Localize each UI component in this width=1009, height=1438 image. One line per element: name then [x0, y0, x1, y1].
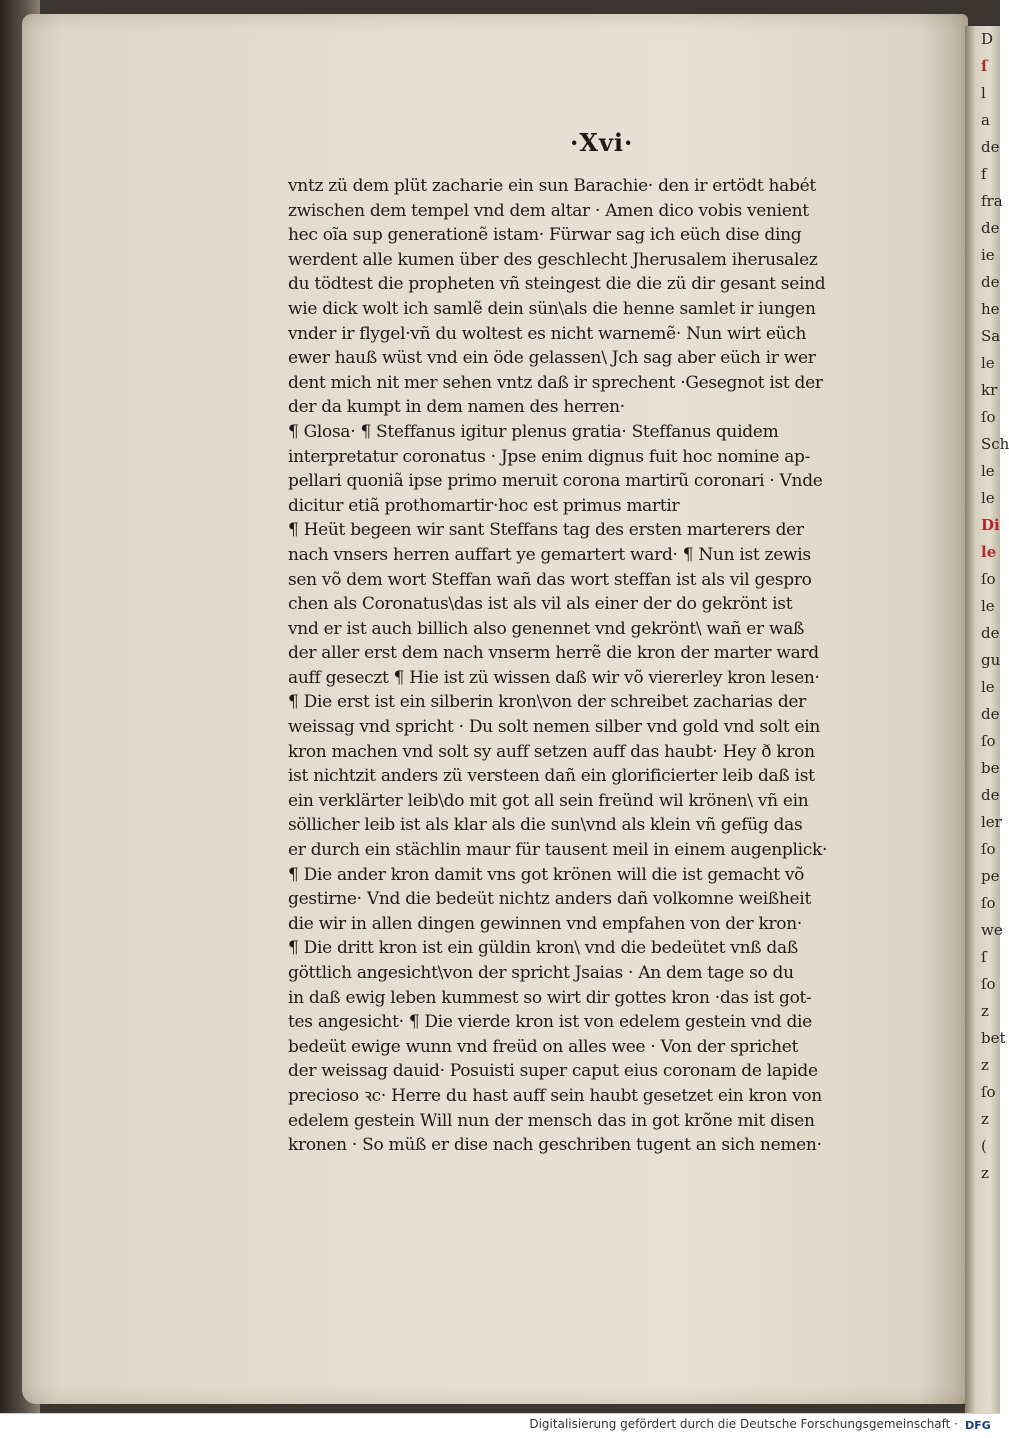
text-block	[288, 174, 848, 1158]
text-line: chen als Coronatus\das ist als vil als einer der do gekrönt ist	[288, 594, 793, 615]
text-line: hec oĩa sup generationẽ istam· Fürwar sag ich eüch dise ding	[288, 225, 802, 246]
funding-notice: Digitalisierung gefördert durch die Deutsche Forschungsgemeinschaft ·	[529, 1417, 958, 1431]
edge-fragment: ſ	[981, 948, 987, 966]
folio-number: ·Xvi·	[570, 128, 634, 157]
edge-fragment: de	[981, 138, 1000, 156]
text-line: auff geseczt ¶ Hie ist zü wissen daß wir võ viererley kron lesen·	[288, 667, 820, 688]
text-line: göttlich angesicht\von der spricht Jsaias · An dem tage so du	[288, 963, 794, 983]
edge-fragment: ſo	[981, 732, 996, 750]
edge-fragment: le	[981, 543, 997, 561]
edge-fragment: de	[981, 624, 1000, 642]
edge-fragment: ſo	[981, 975, 996, 993]
edge-fragment: Di	[981, 516, 1000, 534]
text-line: der aller erst dem nach vnserm herrẽ die kron der marter ward	[288, 643, 819, 664]
edge-fragment: kr	[981, 381, 998, 399]
edge-fragment: ler	[981, 813, 1002, 831]
edge-fragment: he	[981, 300, 1000, 318]
edge-fragment: Sa	[981, 327, 1001, 345]
text-line: du tödtest die propheten vñ steingest die die zü dir gesant seind	[288, 274, 826, 295]
edge-fragment: le	[981, 489, 995, 507]
edge-fragment: Sch	[981, 435, 1009, 453]
text-line: tes angesicht· ¶ Die vierde kron ist von edelem gestein vnd die	[288, 1012, 812, 1033]
text-line: vnder ir flygel·vñ du woltest es nicht warnemẽ· Nun wirt eüch	[288, 323, 807, 344]
text-line: dent mich nit mer sehen vntz daß ir sprechent ·Gesegnot ist der	[288, 372, 823, 393]
text-line: edelem gestein Will nun der mensch das in got krõne mit disen	[288, 1110, 815, 1131]
edge-fragment: bet	[981, 1029, 1006, 1047]
text-line: kronen · So müß er dise nach geschriben tugent an sich nemen·	[288, 1135, 822, 1156]
text-line: ¶ Die ander kron damit vns got krönen will die ist gemacht võ	[288, 864, 805, 885]
edge-fragment: l	[981, 84, 986, 102]
text-line: pellari quoniã ipse primo meruit corona martirũ coronari · Vnde	[288, 471, 823, 492]
text-line: werdent alle kumen über des geschlecht Jherusalem iherusalez	[288, 249, 818, 270]
edge-fragment: (	[981, 1137, 987, 1155]
edge-fragment: ſo	[981, 570, 996, 588]
edge-fragment: z	[981, 1164, 989, 1182]
text-line: ¶ Heüt begeen wir sant Steffans tag des ersten marterers der	[288, 520, 804, 541]
edge-fragment: ie	[981, 246, 995, 264]
edge-fragment: a	[981, 111, 990, 129]
text-line: er durch ein stächlin maur für tausent meil in einem augenplick·	[288, 840, 828, 861]
text-line: in daß ewig leben kummest so wirt dir gottes kron ·das ist got-	[288, 987, 812, 1008]
text-line: wie dick wolt ich samlẽ dein sün\als die henne samlet ir iungen	[288, 298, 816, 319]
edge-fragment: le	[981, 597, 995, 615]
edge-fragment: z	[981, 1056, 989, 1074]
edge-fragment: ſ	[981, 57, 988, 75]
text-line: bedeüt ewige wunn vnd freüd on alles wee · Von der sprichet	[288, 1036, 799, 1057]
text-line: söllicher leib ist als klar als die sun\vnd als klein vñ gefüg das	[288, 815, 803, 836]
text-line: precioso ꝛc· Herre du hast auff sein haubt gesetzet ein kron von	[288, 1085, 822, 1106]
text-line: kron machen vnd solt sy auff setzen auff das haubt· Hey ð kron	[288, 741, 815, 762]
text-line: ewer hauß wüst vnd ein öde gelassen\ Jch sag aber eüch ir wer	[288, 348, 816, 369]
text-line: sen võ dem wort Steffan wañ das wort steffan ist als vil gespro	[288, 569, 812, 590]
text-line: ein verklärter leib\do mit got all sein freünd wil krönen\ vñ ein	[288, 790, 809, 811]
text-line: weissag vnd spricht · Du solt nemen silber vnd gold vnd solt ein	[288, 717, 821, 738]
edge-fragment: z	[981, 1110, 989, 1128]
edge-fragment: ſo	[981, 840, 996, 858]
edge-fragment: le	[981, 462, 995, 480]
edge-fragment: de	[981, 786, 1000, 804]
text-line: interpretatur coronatus · Jpse enim dignus fuit hoc nomine ap-	[288, 446, 811, 467]
text-line: der weissag dauid· Posuisti super caput eius coronam de lapide	[288, 1061, 818, 1082]
edge-fragment: de	[981, 219, 1000, 237]
text-line: der da kumpt in dem namen des herren·	[288, 397, 625, 418]
edge-fragment: de	[981, 705, 1000, 723]
edge-fragment: le	[981, 678, 995, 696]
text-line: dicitur etiã prothomartir·hoc est primus martir	[288, 495, 680, 516]
text-line: nach vnsers herren auffart ye gemartert ward· ¶ Nun ist zewis	[288, 544, 811, 565]
text-line: ¶ Die erst ist ein silberin kron\von der schreibet zacharias der	[288, 692, 806, 713]
edge-fragment: z	[981, 1002, 989, 1020]
text-line: vnd er ist auch billich also genennet vnd gekrönt\ wañ er waß	[288, 618, 805, 639]
edge-fragment: ſo	[981, 408, 996, 426]
edge-fragment: ſo	[981, 894, 996, 912]
text-line: ¶ Die dritt kron ist ein güldin kron\ vnd die bedeütet vnß daß	[288, 938, 798, 959]
edge-fragment: de	[981, 273, 1000, 291]
adjacent-page-edge	[965, 26, 1009, 1413]
edge-fragment: le	[981, 354, 995, 372]
dfg-logo: DFG	[965, 1419, 991, 1432]
text-line: vntz zü dem plüt zacharie ein sun Barachie· den ir ertödt habét	[288, 176, 816, 196]
footer-bar	[0, 1413, 1000, 1438]
text-line: ist nichtzit anders zü versteen dañ ein glorificierter leib daß ist	[288, 766, 815, 787]
edge-fragment: fra	[981, 192, 1003, 210]
edge-fragment: pe	[981, 867, 1000, 885]
text-line: die wir in allen dingen gewinnen vnd empfahen von der kron·	[288, 913, 802, 934]
edge-fragment: D	[981, 30, 994, 48]
edge-fragment: ſo	[981, 1083, 996, 1101]
edge-fragment: be	[981, 759, 1000, 777]
edge-fragment: f	[981, 165, 987, 183]
text-line: gestirne· Vnd die bedeüt nichtz anders dañ volkomne weißheit	[288, 889, 811, 910]
edge-fragment: gu	[981, 651, 1001, 669]
edge-fragment: we	[981, 921, 1003, 939]
text-line: ¶ Glosa· ¶ Steffanus igitur plenus gratia· Steffanus quidem	[288, 421, 779, 442]
text-line: zwischen dem tempel vnd dem altar · Amen dico vobis venient	[288, 200, 809, 221]
